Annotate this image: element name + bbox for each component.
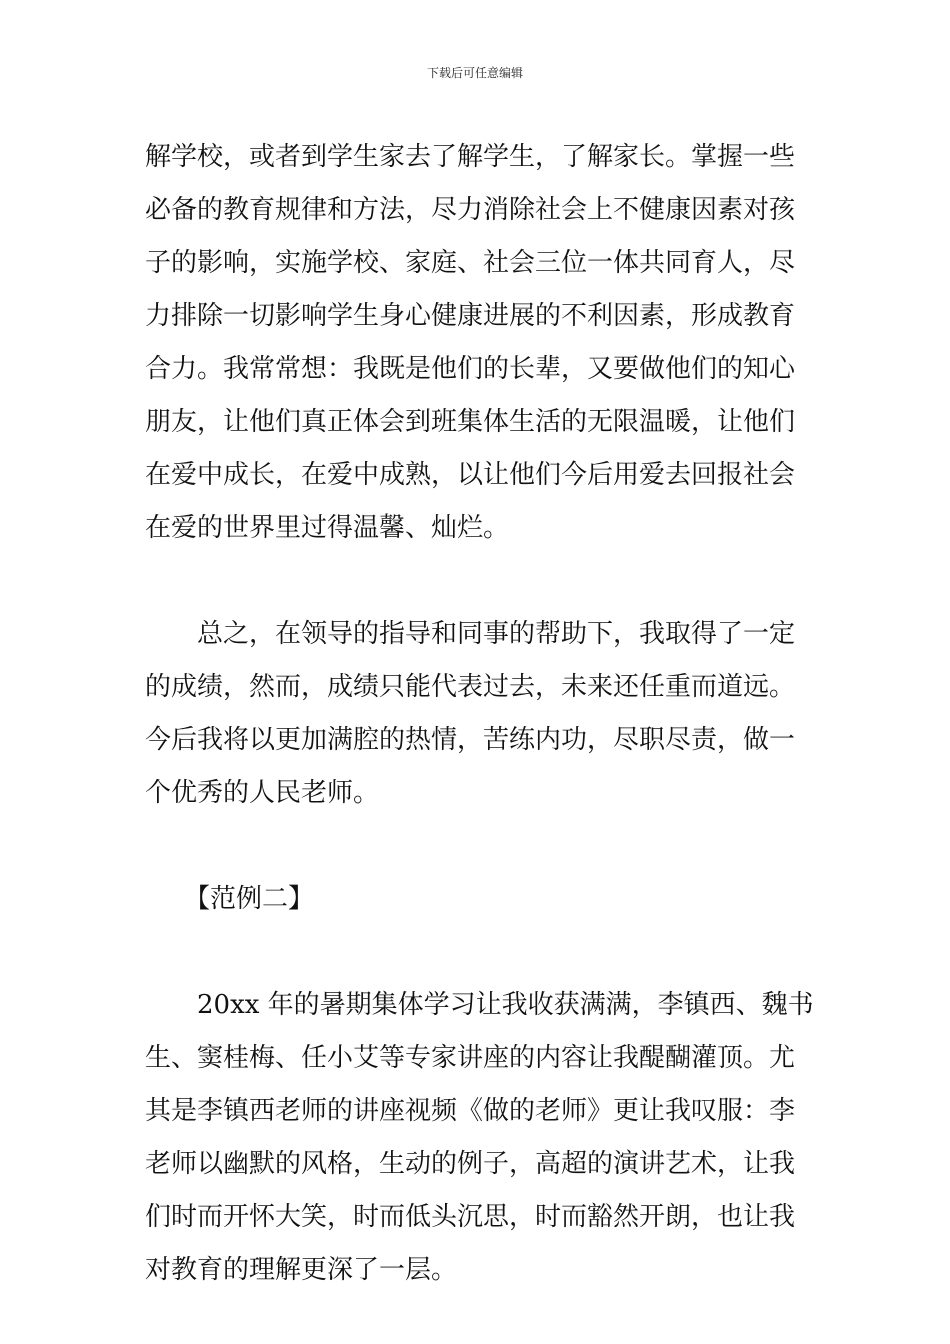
paragraph-1-line-1: 解学校，或者到学生家去了解学生，了解家长。掌握一些 bbox=[145, 142, 796, 172]
paragraph-3-line-3: 其是李镇西老师的讲座视频《做的老师》更让我叹服：李 bbox=[145, 1096, 796, 1126]
paragraph-spacer bbox=[145, 926, 807, 979]
header-note: 下载后可任意编辑 bbox=[426, 66, 523, 80]
paragraph-3-line-4: 老师以幽默的风格，生动的例子，高超的演讲艺术，让我 bbox=[145, 1149, 796, 1179]
paragraph-2-line-2: 的成绩，然而，成绩只能代表过去，未来还任重而道远。 bbox=[145, 672, 796, 702]
paragraph-1-line-6: 朋友，让他们真正体会到班集体生活的无限温暖，让他们 bbox=[145, 407, 796, 437]
section-heading: 【范例二】 bbox=[145, 884, 315, 914]
paragraph-1-line-7: 在爱中成长，在爱中成熟，以让他们今后用爱去回报社会 bbox=[145, 460, 796, 490]
paragraph-spacer bbox=[145, 555, 807, 608]
paragraph-3-line-1: 20xx 年的暑期集体学习让我收获满满，李镇西、魏书 bbox=[145, 990, 814, 1020]
paragraph-3-line-5: 们时而开怀大笑，时而低头沉思，时而豁然开朗，也让我 bbox=[145, 1202, 796, 1232]
paragraph-3-line-2: 生、窦桂梅、任小艾等专家讲座的内容让我醍醐灌顶。尤 bbox=[145, 1043, 796, 1073]
body-text bbox=[145, 131, 814, 1297]
paragraph-1-line-2: 必备的教育规律和方法，尽力消除社会上不健康因素对孩 bbox=[145, 195, 796, 225]
paragraph-1-line-4: 力排除一切影响学生身心健康进展的不利因素，形成教育 bbox=[145, 301, 796, 331]
paragraph-1-line-8: 在爱的世界里过得温馨、灿烂。 bbox=[145, 513, 510, 543]
paragraph-1-line-5: 合力。我常常想：我既是他们的长辈，又要做他们的知心 bbox=[145, 354, 796, 384]
paragraph-spacer bbox=[145, 820, 807, 873]
paragraph-2-line-4: 个优秀的人民老师。 bbox=[145, 778, 380, 808]
paragraph-2-line-1: 总之，在领导的指导和同事的帮助下，我取得了一定 bbox=[145, 619, 796, 649]
paragraph-2-line-3: 今后我将以更加满腔的热情，苦练内功，尽职尽责，做一 bbox=[145, 725, 796, 755]
paragraph-3-line-6: 对教育的理解更深了一层。 bbox=[145, 1255, 458, 1285]
paragraph-1-line-3: 子的影响，实施学校、家庭、社会三位一体共同育人，尽 bbox=[145, 248, 796, 278]
